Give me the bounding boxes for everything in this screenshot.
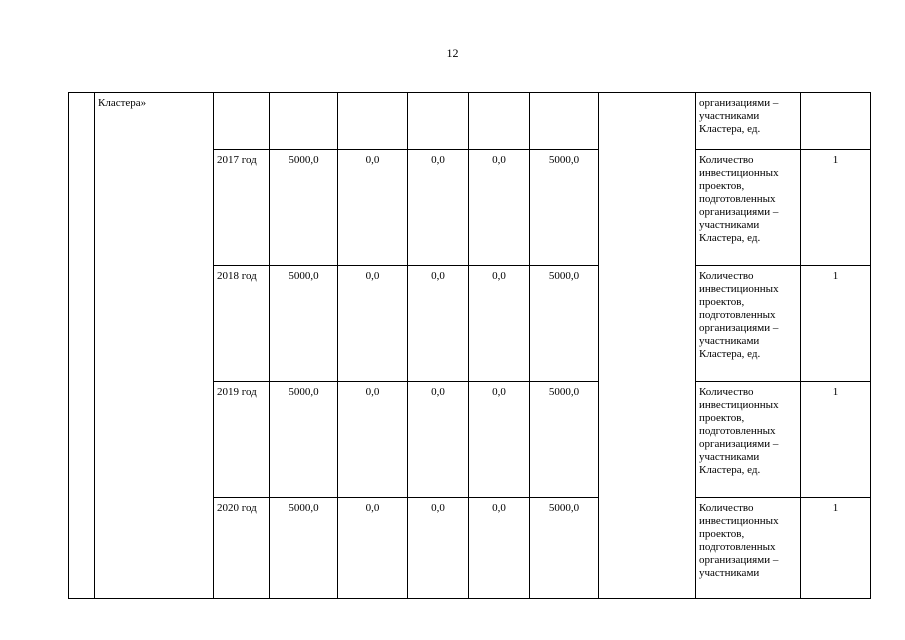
indicator-value-cell: 1 [801,266,871,382]
indicator-value-cell: 1 [801,382,871,498]
total-cell [270,93,338,150]
amount-cell: 0,0 [408,150,469,266]
amount-cell: 0,0 [469,266,530,382]
indicator-cell: организациями – участниками Кластера, ед. [696,93,801,150]
amount-cell: 5000,0 [530,150,599,266]
amount-cell: 5000,0 [530,382,599,498]
amount-cell: 0,0 [469,150,530,266]
total-cell: 5000,0 [270,266,338,382]
indicator-cell: Количество инвестиционных проектов, подготовленных организациями – участниками [696,498,801,599]
year-cell: 2018 год [214,266,270,382]
year-cell [214,93,270,150]
amount-cell [338,93,408,150]
amount-cell: 0,0 [338,382,408,498]
executor-cell [599,93,696,599]
amount-cell: 0,0 [408,266,469,382]
indicator-cell: Количество инвестиционных проектов, подготовленных организациями – участниками Кластера, ед. [696,150,801,266]
amount-cell: 0,0 [338,498,408,599]
amount-cell: 0,0 [469,498,530,599]
index-cell [69,93,95,599]
indicator-cell: Количество инвестиционных проектов, подготовленных организациями – участниками Кластера, ед. [696,266,801,382]
indicator-value-cell [801,93,871,150]
amount-cell: 0,0 [469,382,530,498]
page-number: 12 [446,46,459,60]
amount-cell: 0,0 [408,498,469,599]
amount-cell: 0,0 [338,150,408,266]
amount-cell: 0,0 [338,266,408,382]
indicator-cell: Количество инвестиционных проектов, подготовленных организациями – участниками Кластера, ед. [696,382,801,498]
indicator-value-cell: 1 [801,498,871,599]
amount-cell: 5000,0 [530,266,599,382]
amount-cell [408,93,469,150]
table-row [69,93,871,150]
total-cell: 5000,0 [270,382,338,498]
amount-cell [469,93,530,150]
year-cell: 2017 год [214,150,270,266]
total-cell: 5000,0 [270,150,338,266]
amount-cell [530,93,599,150]
amount-cell: 0,0 [408,382,469,498]
year-cell: 2020 год [214,498,270,599]
amount-cell: 5000,0 [530,498,599,599]
indicator-value-cell: 1 [801,150,871,266]
measure-name-cell: Кластера» [95,93,214,599]
year-cell: 2019 год [214,382,270,498]
program-table [68,92,871,599]
total-cell: 5000,0 [270,498,338,599]
